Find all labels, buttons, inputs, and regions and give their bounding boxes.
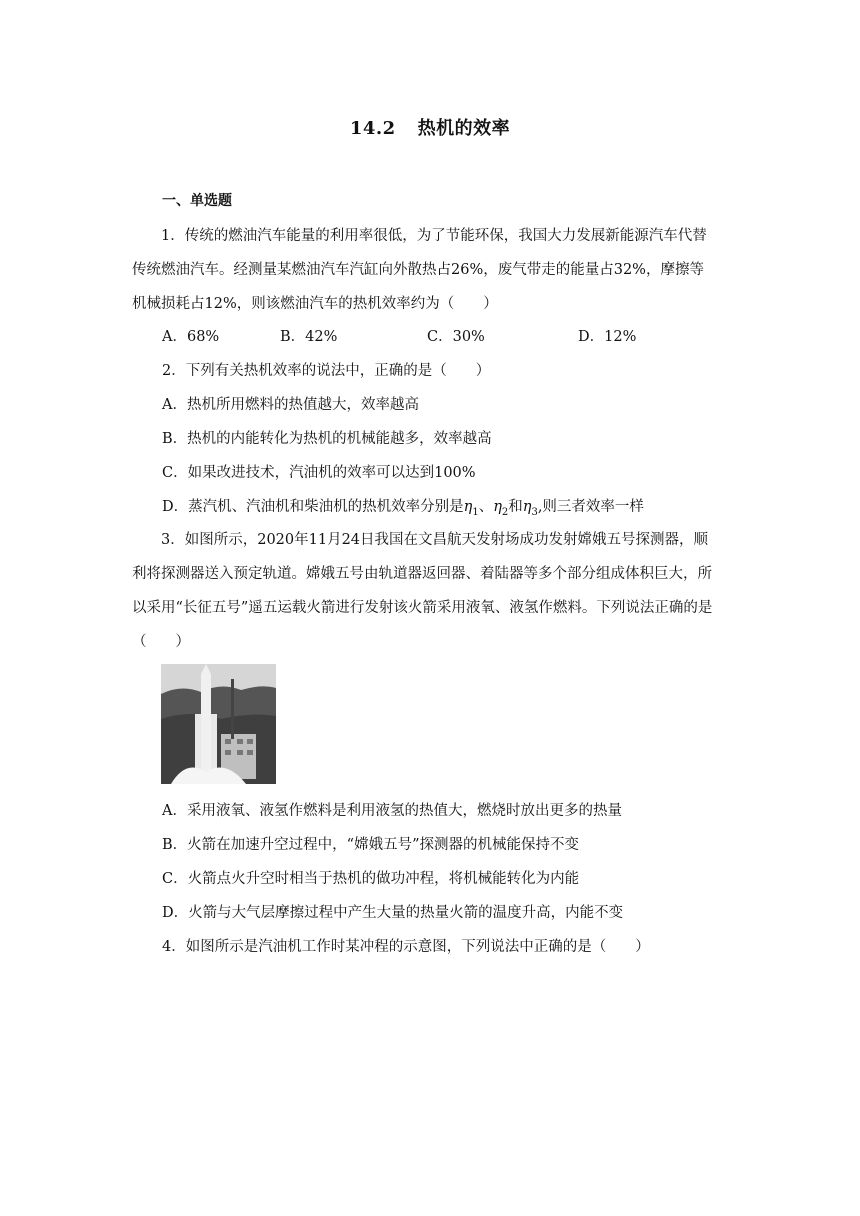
eta-symbol: η [522, 499, 532, 515]
question-2-option-b: B．热机的内能转化为热机的机械能越多，效率越高 [162, 431, 492, 447]
rocket-launch-photo [161, 664, 276, 784]
question-1 [132, 219, 732, 321]
option-d-sep: 、 [478, 499, 494, 515]
title-number: 14.2 [349, 118, 396, 139]
eta-symbol: η [493, 499, 502, 515]
option-c: C．30% [427, 329, 485, 345]
title-text: 热机的效率 [417, 118, 511, 139]
question-3 [132, 523, 732, 659]
rocket-photo-graphic [161, 664, 276, 784]
option-d: D．12% [578, 329, 637, 345]
eta-symbol: η [463, 499, 473, 515]
question-2-stem: 2．下列有关热机效率的说法中，正确的是（ ） [162, 363, 491, 379]
question-3-line: 以采用“长征五号”遥五运载火箭进行发射该火箭采用液氧、液氢作燃料。下列说法正确的是 [132, 600, 713, 616]
option-b: B．42% [280, 329, 338, 345]
page-title [0, 114, 860, 140]
question-3-option-c: C．火箭点火升空时相当于热机的做功冲程，将机械能转化为内能 [162, 871, 580, 887]
section-heading: 一、单选题 [162, 193, 232, 209]
question-2-option-c: C．如果改进技术，汽油机的效率可以达到100% [162, 465, 476, 481]
question-3-line: 利将探测器送入预定轨道。嫦娥五号由轨道器返回器、着陆器等多个部分组成体积巨大，所 [132, 566, 712, 582]
question-3-option-b: B．火箭在加速升空过程中，“嫦娥五号”探测器的机械能保持不变 [162, 837, 579, 853]
question-3-option-d: D．火箭与大气层摩擦过程中产生大量的热量火箭的温度升高，内能不变 [162, 905, 624, 921]
question-1-line: 1．传统的燃油汽车能量的利用率很低，为了节能环保，我国大力发展新能源汽车代替 [161, 228, 707, 244]
question-1-line: 机械损耗占12%，则该燃油汽车的热机效率约为（ ） [132, 296, 498, 312]
option-d-suffix: ,则三者效率一样 [537, 499, 644, 515]
question-4-stem: 4．如图所示是汽油机工作时某冲程的示意图，下列说法中正确的是（ ） [162, 939, 650, 955]
question-3-line: （ ） [132, 634, 190, 650]
option-a: A．68% [162, 329, 220, 345]
option-d-prefix: D．蒸汽机、汽油机和柴油机的热机效率分别是 [162, 499, 464, 515]
question-3-line: 3．如图所示，2020年11月24日我国在文昌航天发射场成功发射嫦娥五号探测器，顺 [161, 532, 709, 548]
question-1-options [162, 325, 722, 347]
question-2-option-a: A．热机所用燃料的热值越大，效率越高 [162, 397, 419, 413]
option-d-and: 和 [508, 499, 523, 515]
question-3-option-a: A．采用液氧、液氢作燃料是利用液氢的热值大，燃烧时放出更多的热量 [162, 803, 622, 819]
question-1-line: 传统燃油汽车。经测量某燃油汽车汽缸向外散热占26%，废气带走的能量占32%，摩擦等 [132, 262, 704, 278]
question-2-option-d: D．蒸汽机、汽油机和柴油机的热机效率分别是$\eta_1$、$\eta_2$和$\eta_3$,则三者效率一样 [162, 499, 644, 518]
